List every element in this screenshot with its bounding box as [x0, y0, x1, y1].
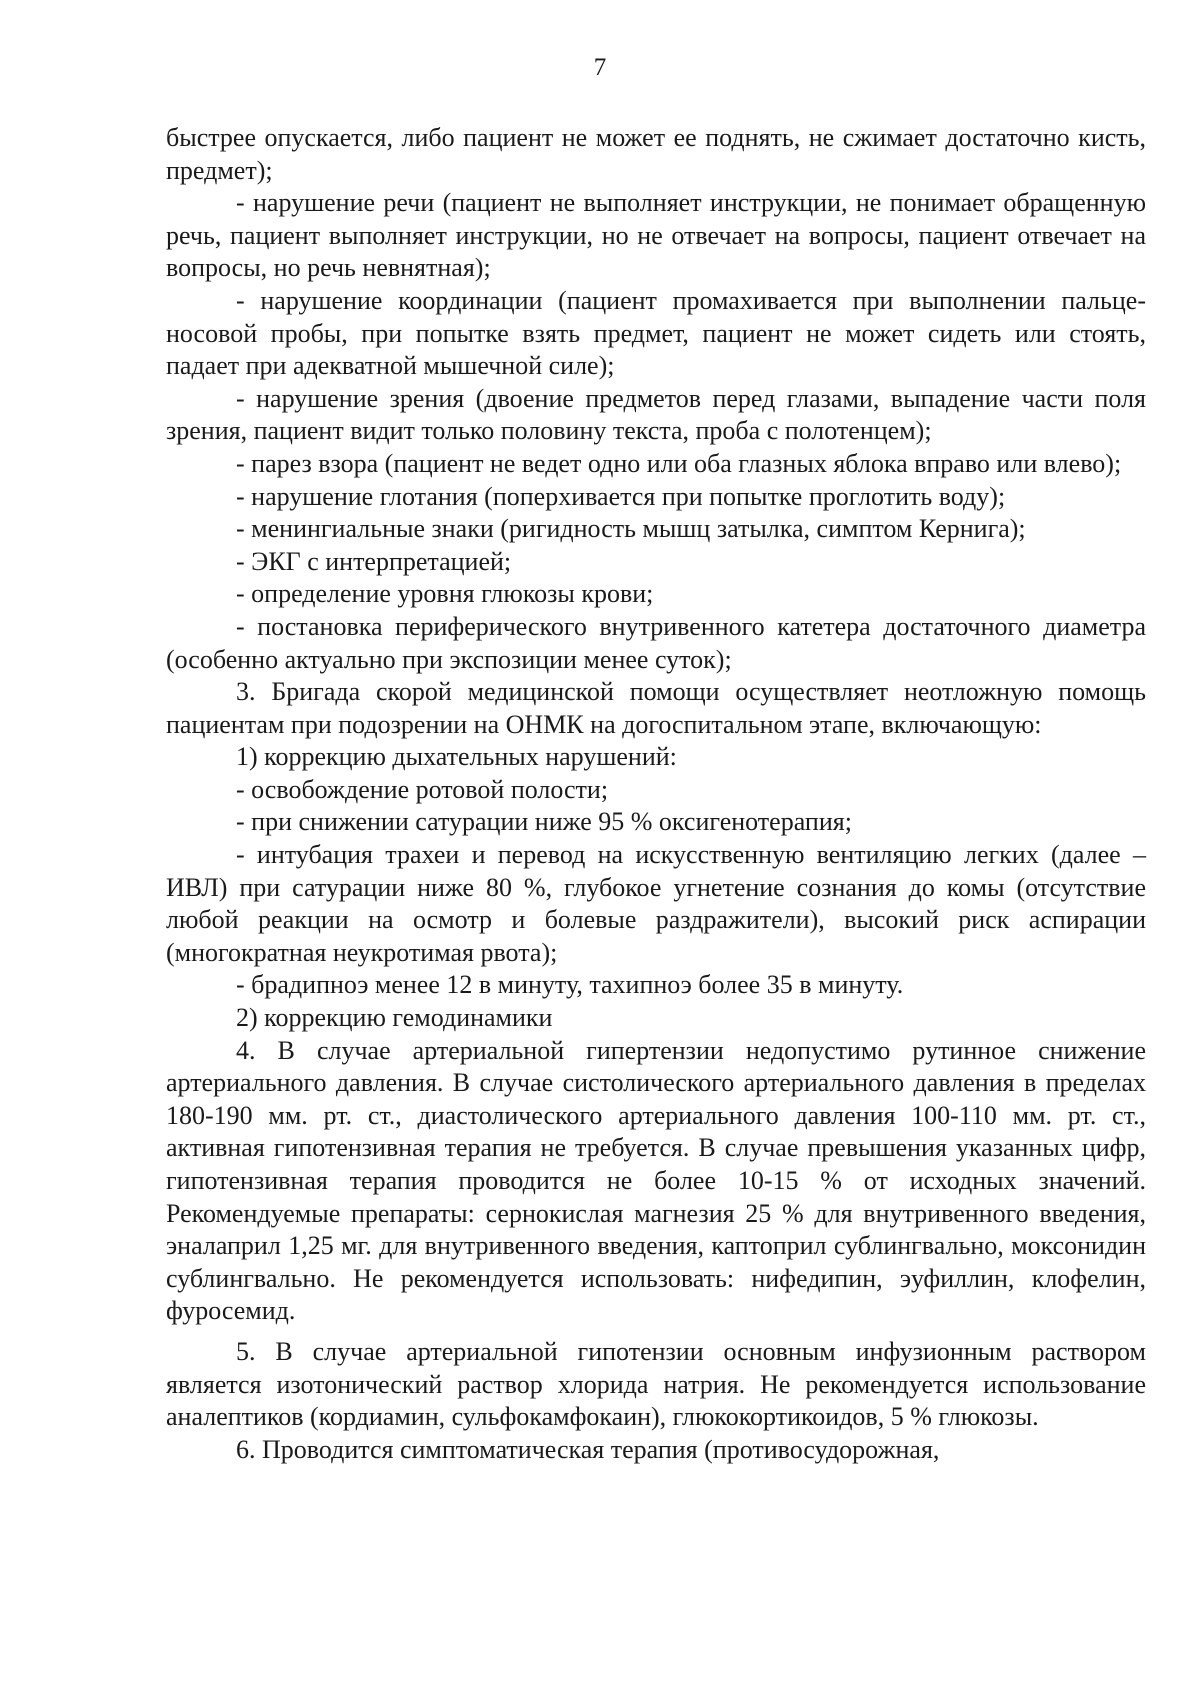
list-item: - постановка периферического внутривенного катетера достаточного диаметра (особенно актуально при экспозиции менее суток); [166, 611, 1146, 674]
paragraph: быстрее опускается, либо пациент не может ее поднять, не сжимает достаточно кисть, предмет); [166, 123, 1146, 185]
list-item: - интубация трахеи и перевод на искусственную вентиляцию легких (далее – ИВЛ) при сатурации ниже 80 %, глубокое угнетение сознания до комы (отсутствие любой реакции на осмотр и болевые раздражители), высокий риск аспирации (многократная неукротимая рвота); [166, 840, 1146, 967]
list-item: - ЭКГ с интерпретацией; [236, 546, 512, 576]
sub-item: 1) коррекцию дыхательных нарушений: [236, 742, 677, 772]
list-item: - менингиальные знаки (ригидность мышц затылка, симптом Кернига); [236, 514, 1026, 544]
list-item: - брадипноэ менее 12 в минуту, тахипноэ более 35 в минуту. [236, 970, 904, 1000]
list-item: - нарушение речи (пациент не выполняет инструкции, не понимает обращенную речь, пациент выполняет инструкции, но не отвечает на вопросы, пациент отвечает на вопросы, но речь невнятная); [166, 188, 1146, 283]
numbered-paragraph: 3. Бригада скорой медицинской помощи осуществляет неотложную помощь пациентам при подозрении на ОНМК на догоспитальном этапе, включающую: [166, 677, 1146, 739]
sub-item: 2) коррекцию гемодинамики [236, 1003, 553, 1033]
list-item: - нарушение зрения (двоение предметов перед глазами, выпадение части поля зрения, пациент видит только половину текста, проба с полотенцем); [166, 383, 1146, 446]
numbered-paragraph: 6. Проводится симптоматическая терапия (противосудорожная, [236, 1434, 940, 1464]
numbered-paragraph: 4. В случае артериальной гипертензии недопустимо рутинное снижение артериального давления. В случае систолического артериального давления в пределах 180-190 мм. рт. ст., диастолического артериального давления 100-110 мм. рт. ст., активная гипотензивная терапия не требуется. В случае превышения указанных цифр, гипотензивная терапия проводится не более 10-15 % от исходных значений. Рекомендуемые препараты: сернокислая магнезия 25 % для внутривенного введения, эналаприл 1,25 мг. для внутривенного введения, каптоприл сублингвально, моксонидин сублингвально. Не рекомендуется использовать: нифедипин, эуфиллин, клофелин, фуросемид. [166, 1035, 1146, 1326]
list-item: - парез взора (пациент не ведет одно или оба глазных яблока вправо или влево); [236, 448, 1122, 478]
list-item: - нарушение глотания (поперхивается при попытке проглотить воду); [236, 481, 1006, 511]
list-item: - освобождение ротовой полости; [236, 774, 609, 804]
numbered-paragraph: 5. В случае артериальной гипотензии основным инфузионным раствором является изотонический раствор хлорида натрия. Не рекомендуется использование аналептиков (кордиамин, сульфокамфокаин), глюкокортикоидов, 5 % глюкозы. [166, 1336, 1146, 1432]
page-number: 7 [593, 54, 607, 81]
document-body [166, 122, 1146, 1466]
list-item: - определение уровня глюкозы крови; [236, 579, 654, 609]
list-item: - при снижении сатурации ниже 95 % оксигенотерапия; [236, 807, 852, 837]
list-item: - нарушение координации (пациент промахивается при выполнении пальце-носовой пробы, при попытке взять предмет, пациент не может сидеть или стоять, падает при адекватной мышечной силе); [166, 285, 1146, 381]
